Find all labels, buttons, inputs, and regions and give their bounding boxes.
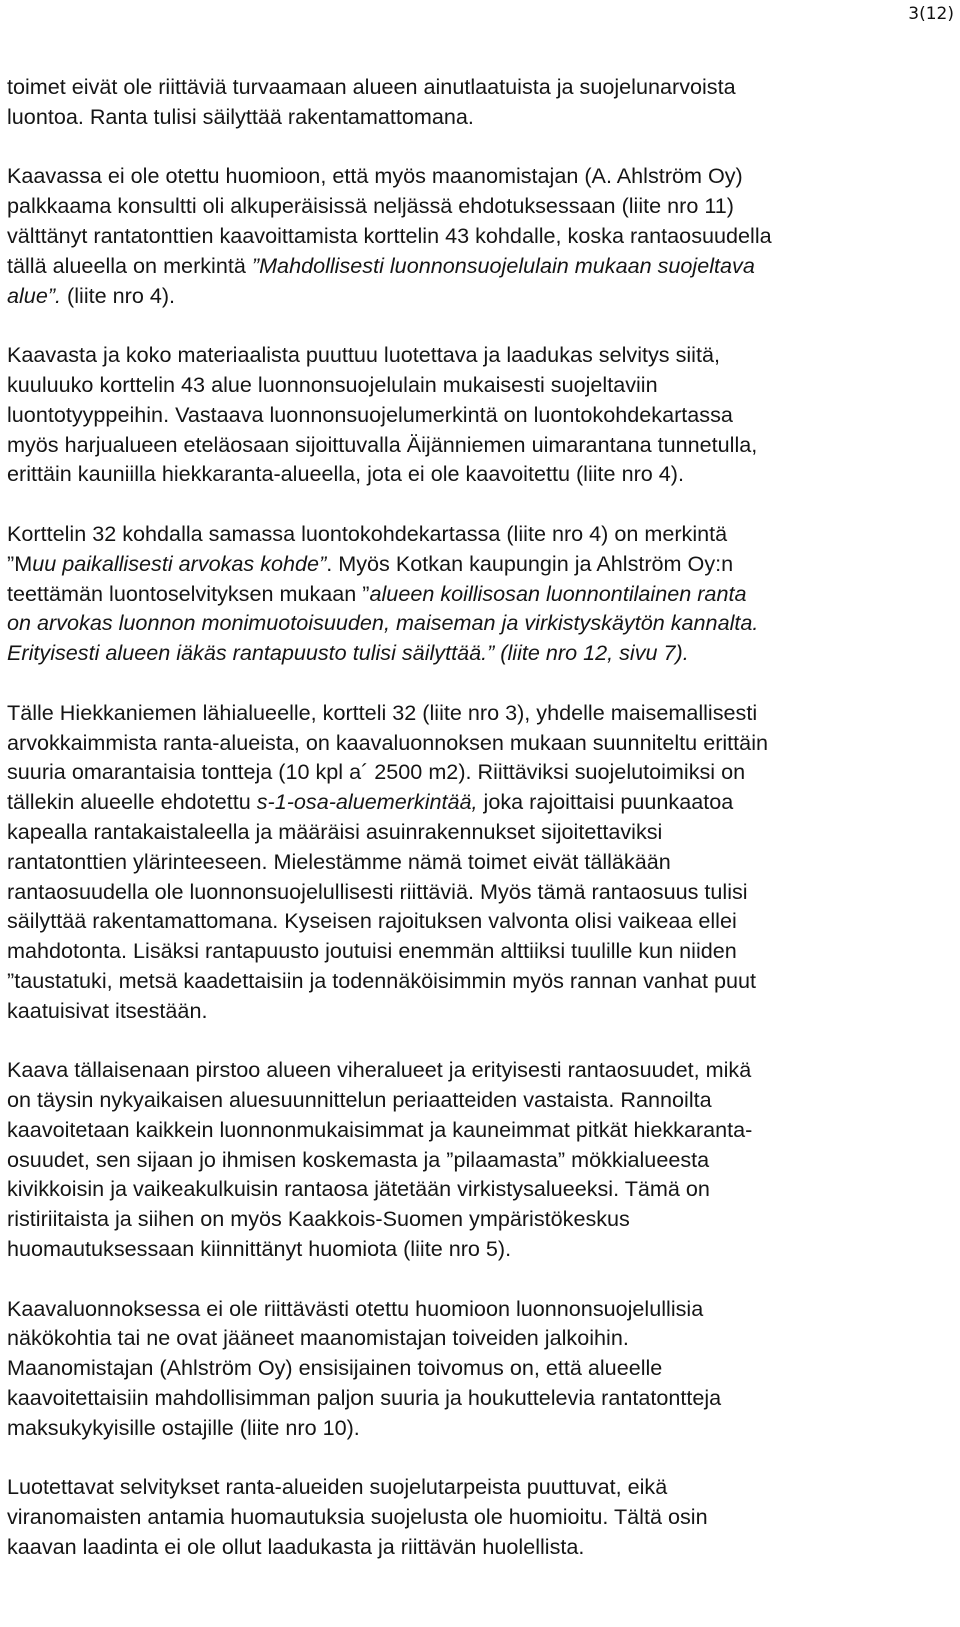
text-line [7, 519, 952, 549]
italic-text: ”Mahdollisesti luonnonsuojelulain mukaan suojeltava [251, 252, 755, 278]
text-line [7, 430, 952, 460]
text-run: Kaavassa ei ole otettu huomioon, että myös maanomistajan (A. Ahlström Oy) [7, 163, 743, 189]
text-line [7, 638, 952, 668]
text-line [7, 1145, 952, 1175]
text-line [7, 370, 952, 400]
text-run: Kaavasta ja koko materiaalista puuttuu luotettava ja laadukas selvitys siitä, [7, 342, 720, 368]
text-line [7, 817, 952, 847]
text-run: palkkaama konsultti oli alkuperäisissä neljässä ehdotuksessaan (liite nro 11) [7, 193, 734, 219]
text-run: rantaosuudella ole luonnonsuojelullisesti riittäviä. Myös tämä rantaosuus tulisi [7, 878, 748, 904]
paragraph [7, 340, 952, 489]
text-line [7, 757, 952, 787]
italic-text: alue”. [7, 282, 62, 308]
text-run: kaatuisivat itsestään. [7, 997, 208, 1023]
text-line [7, 191, 952, 221]
text-run: toimet eivät ole riittäviä turvaamaan alueen ainutlaatuista ja suojelunarvoista [7, 74, 736, 99]
text-line [7, 1174, 952, 1204]
text-line [7, 698, 952, 728]
text-line [7, 1055, 952, 1085]
text-line [7, 161, 952, 191]
text-run: ristiriitaista ja siihen on myös Kaakkois-Suomen ympäristökeskus [7, 1206, 630, 1232]
text-line [7, 400, 952, 430]
text-line [7, 996, 952, 1026]
text-run: luontoa. Ranta tulisi säilyttää rakentamattomana. [7, 103, 474, 129]
text-run: kaavoitetaan kaikkein luonnonmukaisimmat ja kauneimmat pitkät hiekkaranta- [7, 1116, 753, 1142]
text-line [7, 936, 952, 966]
text-line [7, 787, 952, 817]
text-run: rantatonttien ylärinteeseen. Mielestämme nämä toimet eivät tälläkään [7, 848, 671, 874]
text-run: osuudet, sen sijaan jo ihmisen koskemasta ja ”pilaamasta” mökkialueesta [7, 1146, 710, 1172]
text-run: kivikkoisin ja vaikeakulkuisin rantaosa jätetään virkistysalueeksi. Tämä on [7, 1176, 710, 1202]
text-line [7, 877, 952, 907]
text-line [7, 1294, 952, 1324]
text-run: kaavoitettaisiin mahdollisimman paljon suuria ja houkuttelevia rantatontteja [7, 1385, 722, 1411]
text-line [7, 221, 952, 251]
italic-text: Erityisesti alueen iäkäs rantapuusto tulisi säilyttää.” (liite nro 12, sivu 7). [7, 640, 689, 666]
text-run: maksukykyisille ostajille (liite nro 10). [7, 1414, 360, 1440]
text-line [7, 1413, 952, 1443]
text-line [7, 281, 952, 311]
text-run: viranomaisten antamia huomautuksia suojelusta ole huomioitu. Tältä osin [7, 1504, 708, 1530]
text-line [7, 549, 952, 579]
text-run: huomautuksessaan kiinnittänyt huomiota (liite nro 5). [7, 1236, 512, 1262]
text-run: joka rajoittaisi puunkaatoa [477, 789, 734, 815]
text-run: suuria omarantaisia tontteja (10 kpl a´ 2500 m2). Riittäviksi suojelutoimiksi on [7, 759, 746, 785]
text-run: erittäin kauniilla hiekkaranta-alueella, jota ei ole kaavoitettu (liite nro 4). [7, 461, 684, 487]
page-number: 3(12) [908, 4, 954, 24]
text-run: kuuluuko korttelin 43 alue luonnonsuojelulain mukaisesti suojeltaviin [7, 371, 658, 397]
text-run: Kaavaluonnoksessa ei ole riittävästi otettu huomioon luonnonsuojelullisia [7, 1295, 704, 1321]
paragraph [7, 1055, 952, 1264]
text-run: Luotettavat selvitykset ranta-alueiden suojelutarpeista puuttuvat, eikä [7, 1474, 668, 1500]
text-line [7, 1234, 952, 1264]
text-run: teettämän luontoselvityksen mukaan ” [7, 580, 370, 606]
text-line [7, 72, 952, 102]
text-run: näkökohtia tai ne ovat jääneet maanomistajan toiveiden jalkoihin. [7, 1325, 629, 1351]
text-line [7, 728, 952, 758]
italic-text: on arvokas luonnon monimuotoisuuden, maiseman ja virkistyskäytön kannalta. [7, 610, 759, 636]
text-line [7, 847, 952, 877]
text-line [7, 1323, 952, 1353]
text-line [7, 1085, 952, 1115]
text-run: säilyttää rakentamattomana. Kyseisen rajoituksen valvonta olisi vaikeaa ellei [7, 908, 737, 934]
text-line [7, 1353, 952, 1383]
text-run: luontotyyppeihin. Vastaava luonnonsuojelumerkintä on luontokohdekartassa [7, 401, 733, 427]
text-run: tällekin alueelle ehdotettu [7, 789, 257, 815]
text-line [7, 1115, 952, 1145]
text-line [7, 251, 952, 281]
text-line [7, 1383, 952, 1413]
text-run: on täysin nykyaikaisen aluesuunnittelun periaatteiden vastaista. Rannoilta [7, 1087, 712, 1113]
text-line [7, 966, 952, 996]
paragraph [7, 1294, 952, 1443]
text-line [7, 1502, 952, 1532]
text-line [7, 1204, 952, 1234]
paragraph [7, 1472, 952, 1561]
document-body [7, 72, 952, 1562]
text-run: ”M [7, 550, 33, 576]
text-run: välttänyt rantatonttien kaavoittamista korttelin 43 kohdalle, koska rantaosuudella [7, 222, 772, 248]
paragraph [7, 72, 952, 132]
text-run: mahdotonta. Lisäksi rantapuusto joutuisi enemmän alttiiksi tuulille kun niiden [7, 938, 737, 964]
italic-text: s-1-osa-aluemerkintää, [256, 789, 478, 815]
italic-text: alueen koillisosan luonnontilainen ranta [369, 580, 747, 606]
text-line [7, 102, 952, 132]
text-line [7, 340, 952, 370]
text-line [7, 608, 952, 638]
text-run: Kaava tällaisenaan pirstoo alueen viheralueet ja erityisesti rantaosuudet, mikä [7, 1057, 752, 1083]
text-run: Korttelin 32 kohdalla samassa luontokohdekartassa (liite nro 4) on merkintä [7, 520, 728, 546]
text-run: arvokkaimmista ranta-alueista, on kaavaluonnoksen mukaan suunniteltu erittäin [7, 729, 769, 755]
text-run: Tälle Hiekkaniemen lähialueelle, kortteli 32 (liite nro 3), yhdelle maisemallisesti [7, 699, 758, 725]
text-line [7, 906, 952, 936]
text-run: myös harjualueen eteläosaan sijoittuvalla Äijänniemen uimarantana tunnetulla, [7, 431, 758, 457]
paragraph [7, 519, 952, 668]
text-run: (liite nro 4). [61, 282, 176, 308]
text-run: kapealla rantakaistaleella ja määräisi asuinrakennukset sijoitettaviksi [7, 818, 663, 844]
text-run: Maanomistajan (Ahlström Oy) ensisijainen toivomus on, että alueelle [7, 1355, 663, 1381]
text-run: . Myös Kotkan kaupungin ja Ahlström Oy:n [326, 550, 734, 576]
text-run: ”taustatuki, metsä kaadettaisiin ja todennäköisimmin myös rannan vanhat puut [7, 967, 756, 993]
text-run: kaavan laadinta ei ole ollut laadukasta ja riittävän huolellista. [7, 1534, 585, 1560]
paragraph [7, 698, 952, 1026]
text-line [7, 1472, 952, 1502]
text-line [7, 579, 952, 609]
italic-text: uu paikallisesti arvokas kohde” [32, 550, 327, 576]
text-line [7, 459, 952, 489]
text-run: tällä alueella on merkintä [7, 252, 252, 278]
paragraph [7, 161, 952, 310]
text-line [7, 1532, 952, 1562]
